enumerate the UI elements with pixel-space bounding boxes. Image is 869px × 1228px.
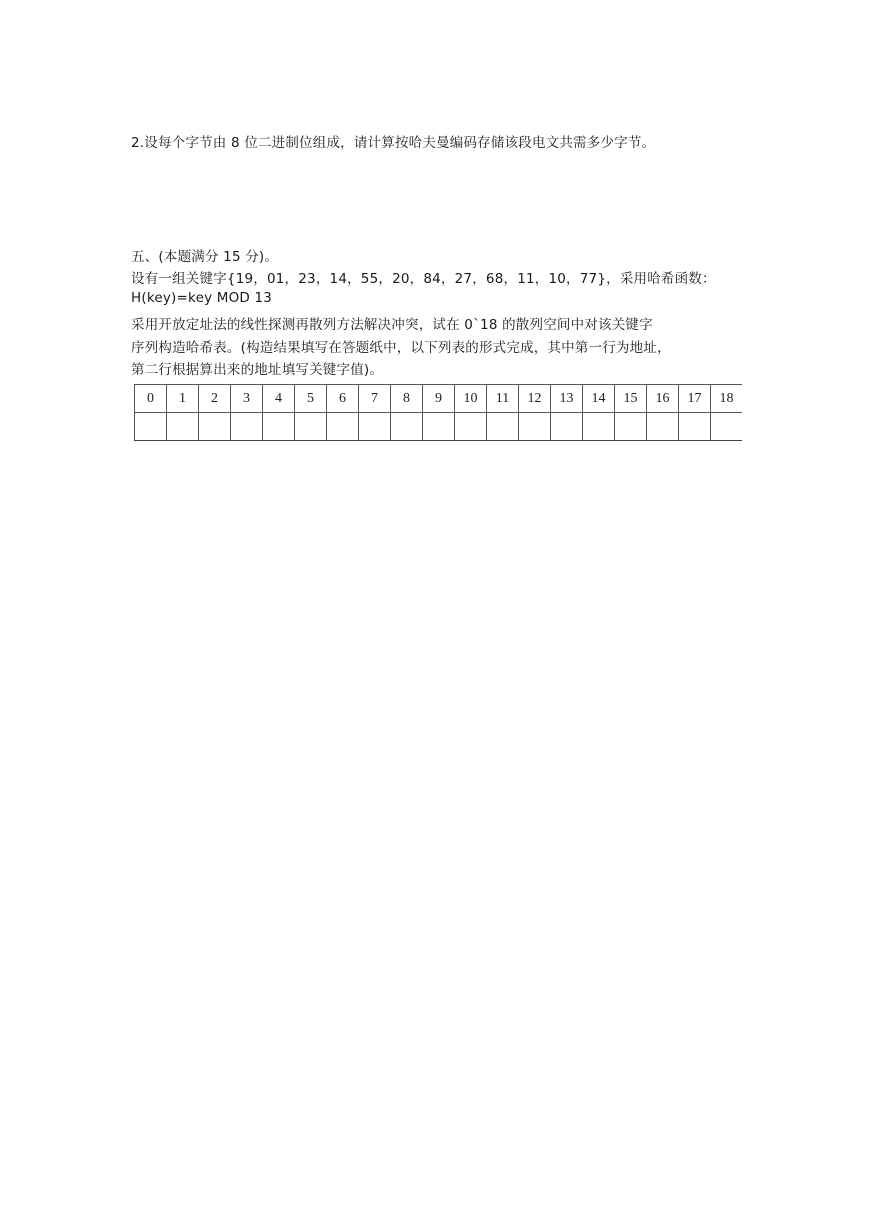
- hash-table-value-cell[interactable]: [231, 413, 263, 441]
- hash-table-address-cell: 13: [551, 385, 583, 413]
- hash-table-address-cell: 17: [679, 385, 711, 413]
- section-5-line-method: 采用开放定址法的线性探测再散列方法解决冲突，试在 0`18 的散列空间中对该关键字: [131, 317, 653, 333]
- hash-table-value-cell[interactable]: [711, 413, 743, 441]
- hash-table-address-cell: 0: [135, 385, 167, 413]
- section-5-line-hash-function: H(key)=key MOD 13: [131, 290, 273, 306]
- section-5-line-instructions-cont: 第二行根据算出来的地址填写关键字值)。: [131, 362, 384, 378]
- hash-table-value-cell[interactable]: [199, 413, 231, 441]
- hash-table-value-cell[interactable]: [487, 413, 519, 441]
- hash-table-address-cell: 9: [423, 385, 455, 413]
- hash-table-address-cell: 14: [583, 385, 615, 413]
- question-2-text: 2.设每个字节由 8 位二进制位组成，请计算按哈夫曼编码存储该段电文共需多少字节。: [131, 135, 656, 151]
- hash-table-value-cell[interactable]: [135, 413, 167, 441]
- hash-table-value-cell[interactable]: [455, 413, 487, 441]
- hash-table-value-cell[interactable]: [423, 413, 455, 441]
- hash-table-value-cell[interactable]: [583, 413, 615, 441]
- hash-table-address-row: [135, 385, 743, 413]
- hash-table-value-cell[interactable]: [551, 413, 583, 441]
- hash-table-address-cell: 18: [711, 385, 743, 413]
- section-5-line-instructions: 序列构造哈希表。(构造结果填写在答题纸中，以下列表的形式完成，其中第一行为地址，: [131, 340, 671, 356]
- hash-table-value-cell[interactable]: [647, 413, 679, 441]
- hash-table-value-cell[interactable]: [359, 413, 391, 441]
- hash-table-value-cell[interactable]: [327, 413, 359, 441]
- hash-table-value-cell[interactable]: [519, 413, 551, 441]
- hash-table-address-cell: 16: [647, 385, 679, 413]
- hash-table: [134, 384, 742, 441]
- hash-table-value-cell[interactable]: [263, 413, 295, 441]
- hash-table-address-cell: 5: [295, 385, 327, 413]
- hash-table-address-cell: 1: [167, 385, 199, 413]
- hash-table-address-cell: 6: [327, 385, 359, 413]
- hash-table-address-cell: 4: [263, 385, 295, 413]
- hash-table-address-cell: 3: [231, 385, 263, 413]
- hash-table-value-cell[interactable]: [679, 413, 711, 441]
- hash-table-value-cell[interactable]: [295, 413, 327, 441]
- hash-table-address-cell: 15: [615, 385, 647, 413]
- hash-table-value-cell[interactable]: [615, 413, 647, 441]
- hash-table-address-cell: 11: [487, 385, 519, 413]
- hash-table-address-cell: 12: [519, 385, 551, 413]
- hash-table-address-cell: 7: [359, 385, 391, 413]
- section-5-heading: 五、(本题满分 15 分)。: [131, 249, 279, 265]
- hash-table-value-cell[interactable]: [167, 413, 199, 441]
- hash-table-address-cell: 10: [455, 385, 487, 413]
- section-5-line-keys: 设有一组关键字{19，01，23，14，55，20，84，27，68，11，10，77}，采用哈希函数：: [131, 271, 716, 287]
- hash-table-value-cell[interactable]: [391, 413, 423, 441]
- hash-table-value-row: [135, 413, 743, 441]
- hash-table-address-cell: 8: [391, 385, 423, 413]
- hash-table-address-cell: 2: [199, 385, 231, 413]
